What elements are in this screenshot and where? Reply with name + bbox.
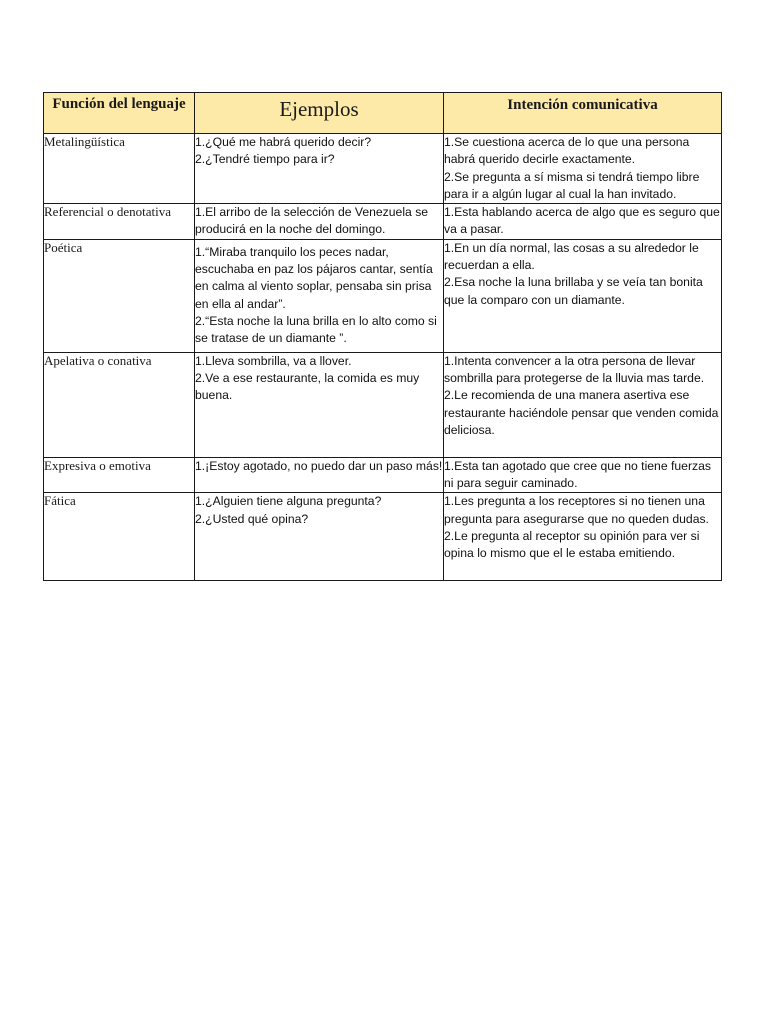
example-item: 1.¡Estoy agotado, no puedo dar un paso más! (195, 458, 443, 473)
examples-cell (195, 352, 444, 457)
example-item: 2.¿Tendré tiempo para ir? (195, 152, 335, 167)
table-row (44, 457, 722, 493)
function-name-cell: Expresiva o emotiva (44, 457, 195, 493)
language-functions-table (43, 92, 722, 581)
examples-cell (195, 457, 444, 493)
header-funcion (44, 93, 195, 134)
header-ejemplos-label: Ejemplos (279, 97, 359, 121)
table-row (44, 134, 722, 204)
example-item: 2.¿Usted qué opina? (195, 511, 309, 526)
intention-cell (444, 239, 722, 352)
table-row (44, 352, 722, 457)
intention-item: 1.Intenta convencer a la otra persona de llevar sombrilla para protegerse de la lluvia mas tarde. (444, 353, 705, 386)
table-header-row (44, 93, 722, 134)
function-name-cell: Metalingüística (44, 134, 195, 204)
table-row (44, 204, 722, 240)
example-item: 1.El arribo de la selección de Venezuela se producirá en la noche del domingo. (195, 205, 429, 237)
examples-cell (195, 493, 444, 581)
function-name-cell: Poética (44, 239, 195, 352)
intention-cell (444, 457, 722, 493)
examples-cell (195, 239, 444, 352)
header-funcion-label: Función del lenguaje (52, 96, 186, 112)
function-name-cell: Apelativa o conativa (44, 352, 195, 457)
table-row (44, 239, 722, 352)
intention-cell (444, 204, 722, 240)
examples-cell (195, 204, 444, 240)
example-item: 2.“Esta noche la luna brilla en lo alto como si se tratase de un diamante ”. (195, 313, 437, 346)
intention-item: 1.Esta tan agotado que cree que no tiene fuerzas ni para seguir caminado. (444, 458, 711, 491)
example-item: 2.Ve a ese restaurante, la comida es muy buena. (195, 371, 420, 403)
intention-item: 1.Esta hablando acerca de algo que es seguro que va a pasar. (444, 205, 720, 237)
intention-cell (444, 352, 722, 457)
intention-cell (444, 493, 722, 581)
function-name-cell: Referencial o denotativa (44, 204, 195, 240)
intention-item: 2.Le recomienda de una manera asertiva ese restaurante haciéndole pensar que venden comida deliciosa. (444, 388, 719, 437)
intention-item: 1.Se cuestiona acerca de lo que una persona habrá querido decirle exactamente. (444, 135, 690, 167)
example-item: 1.¿Qué me habrá querido decir? (195, 135, 372, 149)
header-intencion-label: Intención comunicativa (507, 97, 658, 113)
example-item: 1.¿Alguien tiene alguna pregunta? (195, 494, 382, 509)
table-row (44, 493, 722, 581)
intention-item: 2.Se pregunta a sí misma si tendrá tiempo libre para ir a algún lugar al cual la han invitado. (444, 169, 700, 201)
table-body (44, 134, 722, 581)
function-name-cell: Fática (44, 493, 195, 581)
intention-item: 1.Les pregunta a los receptores si no tienen una pregunta para asegurarse que no queden dudas. (444, 494, 709, 526)
intention-item: 2.Le pregunta al receptor su opinión para ver si opina lo mismo que el le estaba emitiendo. (444, 528, 700, 561)
examples-cell (195, 134, 444, 204)
intention-cell (444, 134, 722, 204)
header-ejemplos (195, 93, 444, 134)
example-item: 1.Lleva sombrilla, va a llover. (195, 353, 352, 368)
example-item: 1.“Miraba tranquilo los peces nadar, escuchaba en paz los pájaros cantar, sentía en calma al viento soplar, pensaba sin prisa en ella al andar”. (195, 244, 433, 311)
header-intencion (444, 93, 722, 134)
intention-item: 2.Esa noche la luna brillaba y se veía tan bonita que la comparo con un diamante. (444, 275, 703, 307)
intention-item: 1.En un día normal, las cosas a su alrededor le recuerdan a ella. (444, 240, 699, 273)
